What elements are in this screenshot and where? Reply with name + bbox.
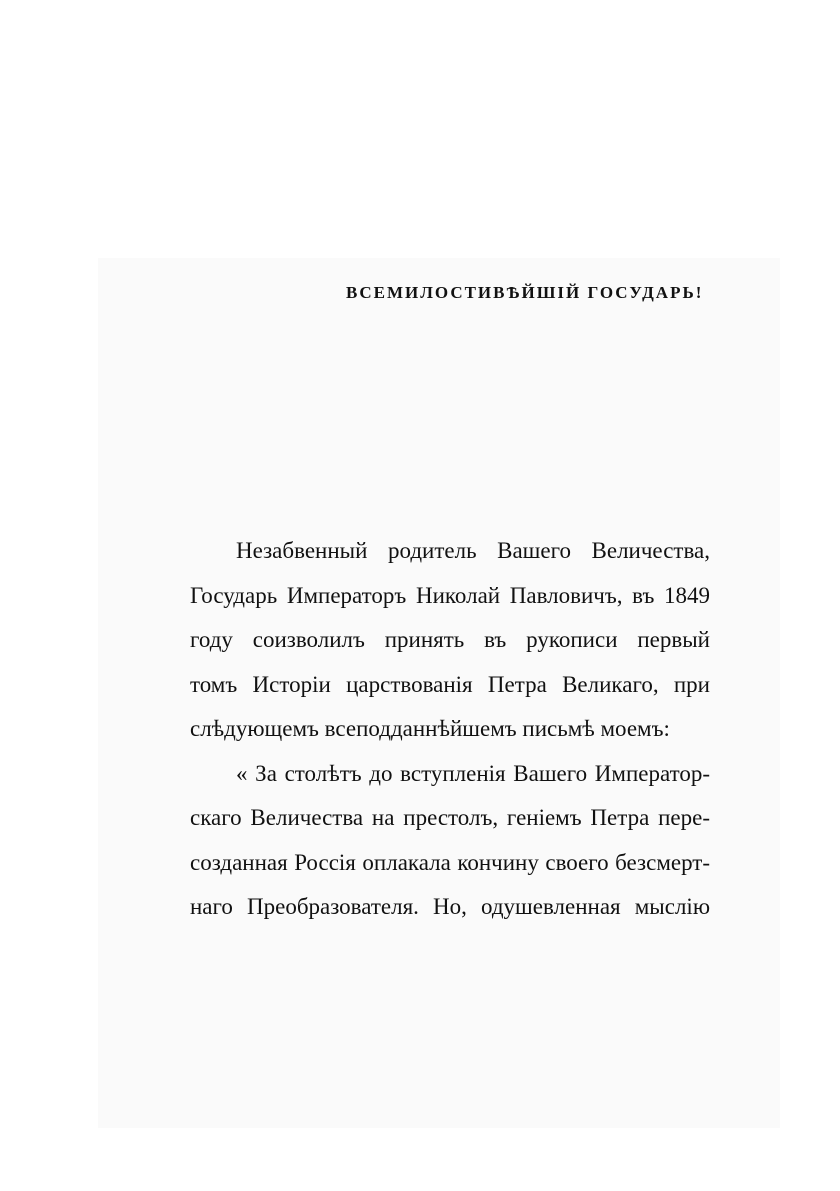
text-line: скаго Величества на престолъ, геніемъ Петра пере- (190, 805, 710, 830)
body-text (190, 536, 710, 937)
text-line: Государь Императоръ Николай Павловичъ, въ 1849 (190, 582, 710, 608)
text-line: « За столѣтъ до вступленія Вашего Император- (236, 760, 710, 786)
text-line: году соизволилъ принять въ рукописи первый (190, 627, 710, 652)
text-line: слѣдующемъ всеподданнѣйшемъ письмѣ моемъ: (190, 716, 670, 741)
dedication-heading: ВСЕМИЛОСТИВѢЙШІЙ ГОСУДАРЬ! (346, 283, 704, 302)
text-line: созданная Россія оплакала кончину своего безсмерт- (190, 849, 710, 875)
text-line: томъ Исторіи царствованія Петра Великаго, при (190, 671, 710, 697)
text-line: наго Преобразователя. Но, одушевленная мыслію (190, 894, 710, 919)
text-line: Незабвенный родитель Вашего Величества, (236, 538, 710, 563)
